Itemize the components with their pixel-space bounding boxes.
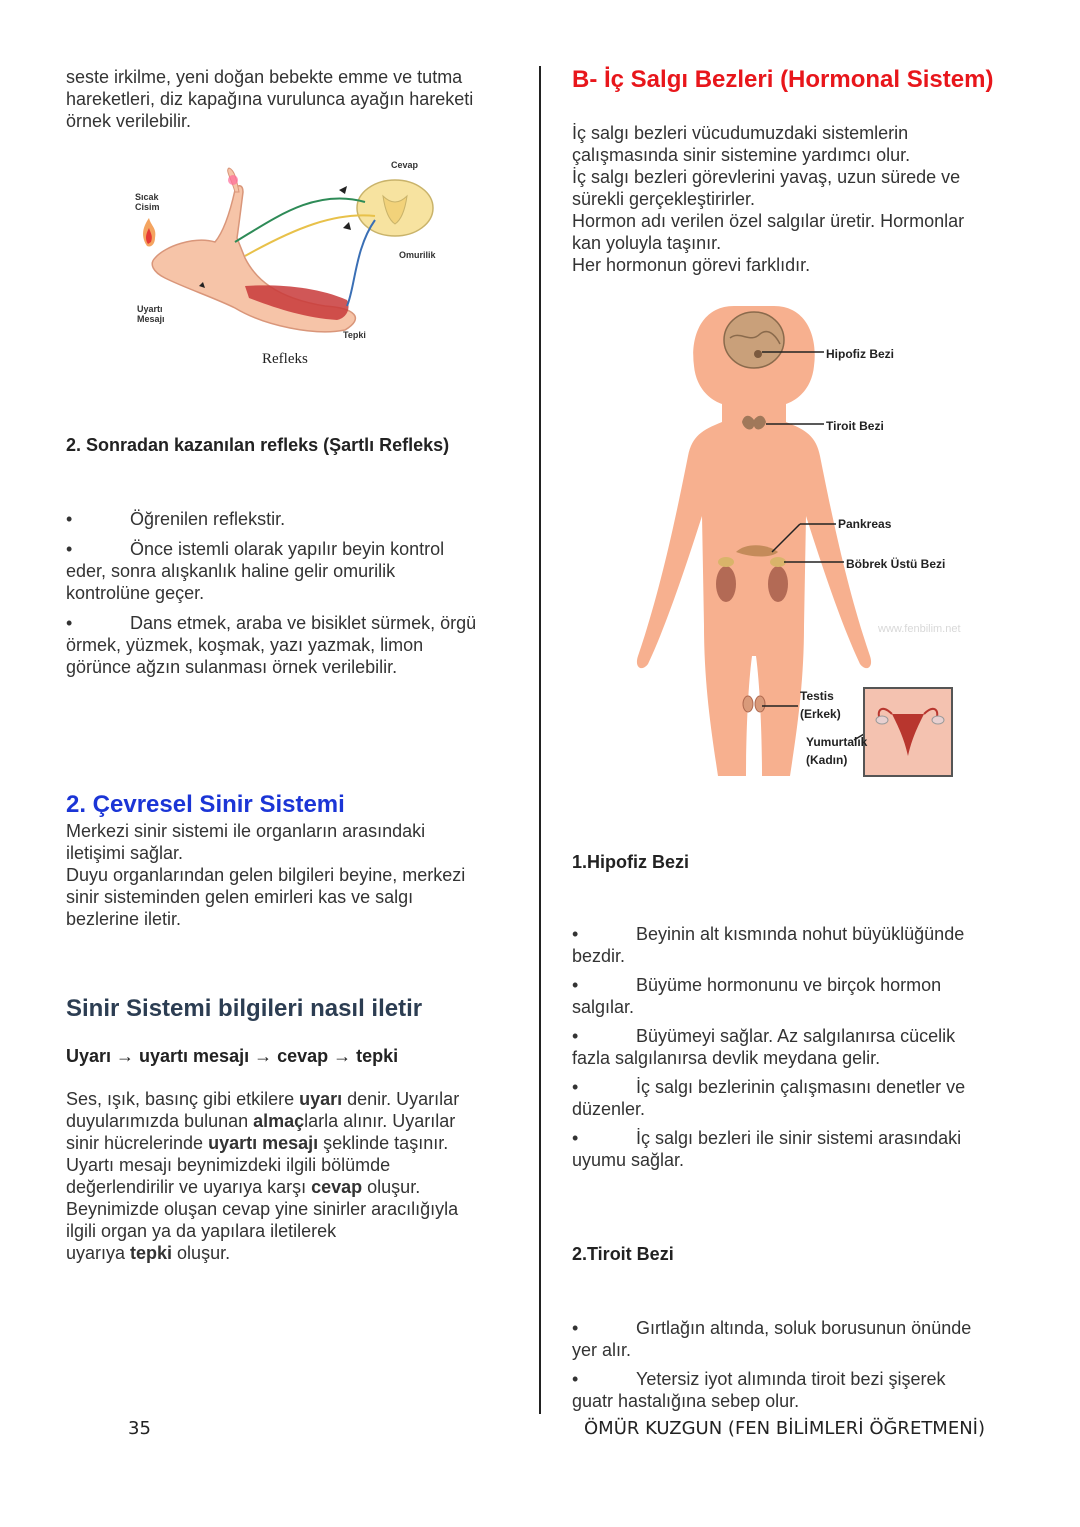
- peripheral-text: Merkezi sinir sistemi ile organların arasındaki iletişimi sağlar. Duyu organlarından gelen bilgileri beyine, merkezi sinir sisteminden gelen emirleri kas ve salgı bezlerine iletir.: [66, 821, 466, 929]
- label-cevap: Cevap: [391, 160, 419, 170]
- column-divider: [539, 66, 541, 1414]
- bullet-icon: •: [572, 924, 579, 944]
- hipofiz-heading: 1.Hipofiz Bezi: [572, 852, 690, 872]
- conditioned-list: [66, 508, 516, 678]
- bullet-icon: •: [572, 975, 579, 995]
- bullet-icon: •: [66, 613, 73, 633]
- list-item: • İç salgı bezleri ile sinir sistemi arasındaki uyumu sağlar.: [572, 1128, 962, 1170]
- label-uyarti: Uyartı: [137, 304, 163, 314]
- transmission-paragraph: Ses, ışık, basınç gibi etkilere uyarı denir. Uyarılar duyularımızda bulunan almaçlarla alınır. Uyarılar sinir hücrelerinde uyartı mesajı şeklinde taşınır. Uyartı mesajı beynimizdeki ilgili bölümde değerlendirilir ve uyarıya karşı cevap oluşur. Beynimizde oluşan cevap yine sinirler aracılığıyla ilgili organ ya da yapılara iletilerek uyarıya tepki oluşur.: [66, 1089, 460, 1263]
- label-testis: Testis: [800, 689, 834, 703]
- bullet-icon: •: [572, 1077, 579, 1097]
- watermark: www.fenbilim.net: [878, 623, 961, 635]
- conditioned-reflex-heading: 2. Sonradan kazanılan refleks (Şartlı Refleks): [66, 435, 450, 455]
- label-tiroit: Tiroit Bezi: [826, 419, 884, 433]
- kidney-icon: [768, 566, 788, 602]
- tiroit-heading: 2.Tiroit Bezi: [572, 1244, 674, 1264]
- label-hipofiz: Hipofiz Bezi: [826, 347, 894, 361]
- label-sicak: Sıcak: [135, 192, 159, 202]
- bullet-icon: •: [572, 1128, 579, 1148]
- page-number: 35: [128, 1418, 151, 1439]
- list-item: • Gırtlağın altında, soluk borusunun önünde yer alır.: [572, 1318, 972, 1360]
- bullet-icon: •: [572, 1318, 579, 1338]
- label-kadin: (Kadın): [806, 753, 848, 767]
- bullet-icon: •: [572, 1026, 579, 1046]
- sensory-nerve: [235, 198, 365, 242]
- hipofiz-list: [572, 923, 1022, 1171]
- endocrine-heading: B- İç Salgı Bezleri (Hormonal Sistem): [572, 66, 994, 93]
- text-line: seste irkilme, yeni doğan bebekte emme ve tutma: [66, 67, 463, 87]
- bullet-icon: •: [66, 539, 73, 559]
- list-item: • Büyümeyi sağlar. Az salgılanırsa cücelik fazla salgılanırsa devlik meydana gelir.: [572, 1026, 956, 1068]
- bullet-icon: •: [572, 1369, 579, 1389]
- list-item: • Beyinin alt kısmında nohut büyüklüğünde bezdir.: [572, 924, 965, 966]
- motor-nerve: [347, 220, 375, 306]
- reflex-illustration: [125, 158, 465, 348]
- transmission-flow: Uyarı → uyartı mesajı → cevap → tepki: [66, 1046, 399, 1066]
- text-line: örnek verilebilir.: [66, 111, 192, 131]
- list-item: • İç salgı bezlerinin çalışmasını denetler ve düzenler.: [572, 1077, 966, 1119]
- label-mesaji: Mesajı: [137, 314, 165, 324]
- endocrine-illustration: [622, 296, 962, 786]
- text-line: hareketleri, diz kapağına vurulunca ayağın hareketi: [66, 89, 474, 109]
- label-cisim: Cisim: [135, 202, 160, 212]
- label-erkek: (Erkek): [800, 707, 841, 721]
- list-item: • Yetersiz iyot alımında tiroit bezi şişerek guatr hastalığına sebep olur.: [572, 1369, 946, 1411]
- author-credit: ÖMÜR KUZGUN (FEN BİLİMLERİ ÖĞRETMENİ): [584, 1418, 986, 1439]
- tiroit-list: [572, 1317, 1022, 1412]
- list-item: • Büyüme hormonunu ve birçok hormon salgılar.: [572, 975, 942, 1017]
- label-bobrek: Böbrek Üstü Bezi: [846, 557, 946, 571]
- list-item: • Önce istemli olarak yapılır beyin kontrol eder, sonra alışkanlık haline gelir omurilik kontrolüne geçer.: [66, 539, 445, 603]
- endocrine-intro: İç salgı bezleri vücudumuzdaki sistemlerin çalışmasında sinir sistemine yardımcı olur. İç salgı bezleri görevlerini yavaş, uzun sürede ve sürekli gerçekleştirirler. Hormon adı verilen özel salgılar üretir. Hormonlar kan yoluyla taşınır. Her hormonun görevi farklıdır.: [572, 123, 965, 275]
- label-tepki: Tepki: [343, 330, 366, 340]
- figure-caption: Refleks: [262, 351, 308, 367]
- label-yumurtalik: Yumurtalık: [806, 735, 868, 749]
- reflex-intro: [66, 66, 516, 132]
- bullet-icon: •: [66, 509, 73, 529]
- list-item: • Öğrenilen reflekstir.: [66, 509, 286, 529]
- list-item: • Dans etmek, araba ve bisiklet sürmek, örgü örmek, yüzmek, koşmak, yazı yazmak, limon görünce ağzın sulanması örnek verilebilir.: [66, 613, 477, 677]
- kidney-icon: [716, 566, 736, 602]
- body-silhouette: [637, 306, 871, 776]
- testis-icon: [743, 696, 753, 712]
- label-pankreas: Pankreas: [838, 517, 892, 531]
- peripheral-heading: 2. Çevresel Sinir Sistemi: [66, 791, 345, 818]
- label-omurilik: Omurilik: [399, 250, 436, 260]
- brain-icon: [724, 312, 784, 368]
- transmission-heading: Sinir Sistemi bilgileri nasıl iletir: [66, 995, 423, 1022]
